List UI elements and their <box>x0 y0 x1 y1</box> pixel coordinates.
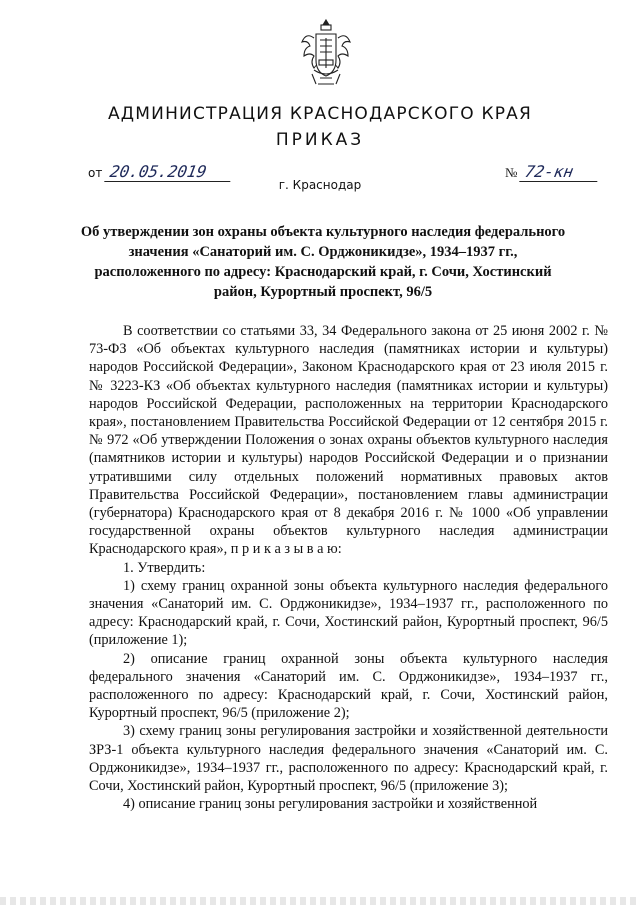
document-type: ПРИКАЗ <box>275 130 365 150</box>
item-3: 3) схему границ зоны регулирования застройки и хозяйственной деятельности ЗРЗ-1 объекта культурного наследия федерального значения «Санаторий им. С. Орджоникидзе», 1934–1937 гг., расположенного по адресу: Краснодарский край, г. Сочи, Хостинский район, Курортный проспект, 96/5 (приложение 3); <box>89 723 608 795</box>
organization-name: АДМИНИСТРАЦИЯ КРАСНОДАРСКОГО КРАЯ <box>107 104 533 124</box>
document-title: Об утверждении зон охраны объекта культурного наследия федерального значения «Санаторий им. С. Орджоникидзе», 1934–1937 гг., расположенного по адресу: Краснодарский край, г. Сочи, Хостинский район, Курортный проспект, 96/5 <box>80 224 566 300</box>
item-2: 2) описание границ охранной зоны объекта культурного наследия федерального значения «Санаторий им. С. Орджоникидзе», 1934–1937 гг., расположенного по адресу: Краснодарский край, г. Сочи, Хостинский район, Курортный проспект, 96/5 (приложение 2); <box>89 650 608 722</box>
order-word: п р и к а з ы в а ю: <box>230 541 342 558</box>
preamble-text: В соответствии со статьями 33, 34 Федерального закона от 25 июня 2002 г. № 73-ФЗ «Об объектах культурного наследия (памятниках истории и культуры) народов Российской Федерации», Законом Краснодарского края от 23 июля 2015 г. № 3223-КЗ «Об объектах культурного наследия (памятниках истории и культуры) народов Российской Федерации, расположенных на территории Краснодарского края», постановлением Правительства Российской Федерации от 12 сентября 2015 г. № 972 «Об утверждении Положения о зонах охраны объектов культурного наследия (памятников истории и культуры) народов Российской Федерации и о признании утратившими силу отдельных положений нормативных правовых актов Правительства Российской Федерации», постановлением главы администрации (губернатора) Краснодарского края от 8 декабря 2016 г. № 1000 «Об управлении государственной охраны объектов культурного наследия администрации Краснодарского края», <box>89 323 608 558</box>
item-1: 1) схему границ охранной зоны объекта культурного наследия федерального значения «Санаторий им. С. Орджоникидзе», 1934–1937 гг., расположенного по адресу: Краснодарский край, г. Сочи, Хостинский район, Курортный проспект, 96/5 (приложение 1); <box>89 577 608 649</box>
document-body <box>89 322 608 813</box>
date-label: от <box>88 166 103 180</box>
date-value: 20.05.2019 <box>104 162 234 182</box>
number-value: 72-кн <box>519 162 601 182</box>
coat-of-arms-emblem <box>300 18 352 92</box>
item-approve: 1. Утвердить: <box>123 559 206 576</box>
scan-artifact <box>0 897 640 905</box>
number-label: № <box>505 165 518 180</box>
item-4: 4) описание границ зоны регулирования застройки и хозяйственной <box>123 796 538 813</box>
city: г. Краснодар <box>278 178 362 192</box>
preamble-paragraph <box>89 322 608 559</box>
